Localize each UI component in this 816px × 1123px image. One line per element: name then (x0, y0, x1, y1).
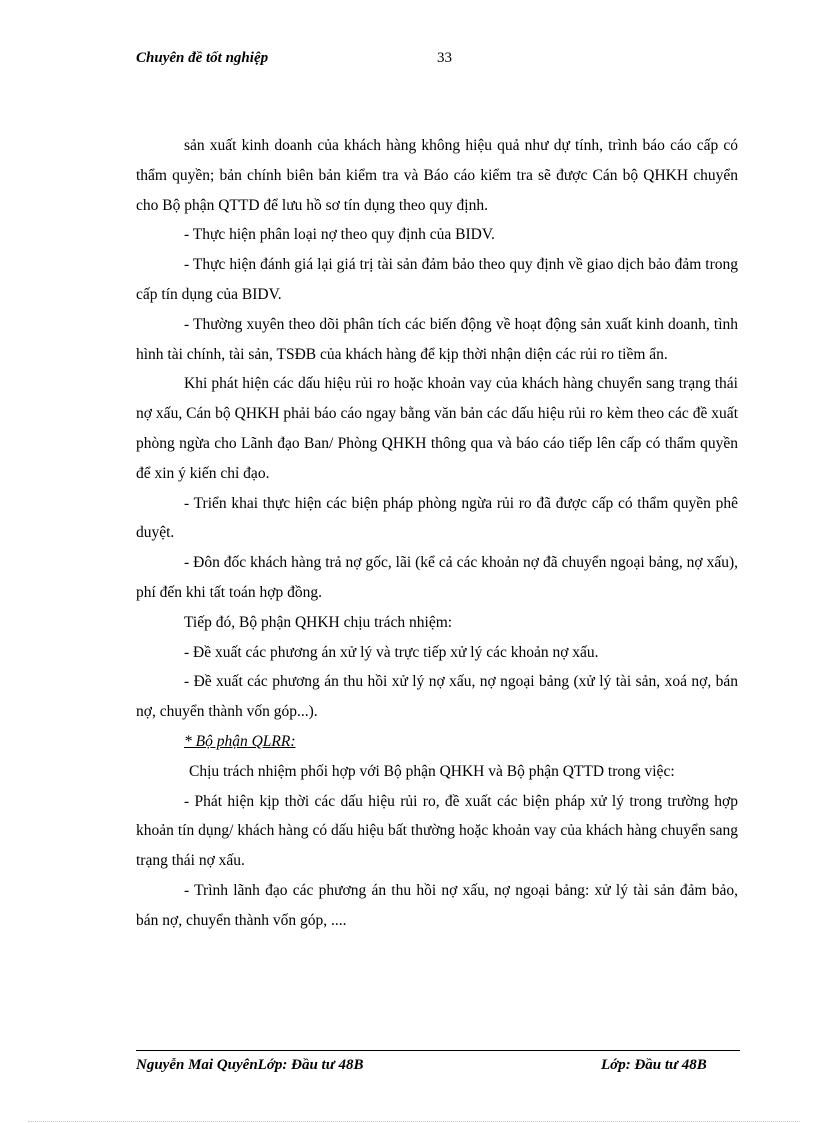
footer-class: Lớp: Đầu tư 48B (601, 1057, 707, 1073)
paragraph: - Thực hiện phân loại nợ theo quy định của BIDV. (184, 226, 495, 244)
paragraph: - Phát hiện kịp thời các dấu hiệu rủi ro, đề xuất các biện pháp xử lý trong trường hợp khoản tín dụng/ khách hàng có dấu hiệu bất thường hoặc khoản vay của khách hàng chuyển sang trạng thái nợ xấu. (136, 792, 738, 870)
paragraph: - Thường xuyên theo dõi phân tích các biến động về hoạt động sản xuất kinh doanh, tình hình tài chính, tài sản, TSĐB của khách hàng để kịp thời nhận diện các rủi ro tiềm ẩn. (136, 315, 738, 363)
page-number: 33 (437, 50, 452, 66)
paragraph: - Đề xuất các phương án thu hồi xử lý nợ xấu, nợ ngoại bảng (xử lý tài sản, xoá nợ, bán nợ, chuyển thành vốn góp...). (136, 673, 738, 721)
document-title: Chuyên đề tốt nghiệp (136, 50, 269, 66)
paragraph: - Triển khai thực hiện các biện pháp phòng ngừa rủi ro đã được cấp có thẩm quyền phê duyệt. (136, 494, 738, 542)
paragraph: Khi phát hiện các dấu hiệu rủi ro hoặc khoản vay của khách hàng chuyển sang trạng thái nợ xấu, Cán bộ QHKH phải báo cáo ngay bằng văn bản các dấu hiệu rủi ro kèm theo các đề xuất phòng ngừa cho Lãnh đạo Ban/ Phòng QHKH thông qua và báo cáo tiếp lên cấp có thẩm quyền để xin ý kiến chỉ đạo. (136, 375, 738, 482)
paragraph: - Đề xuất các phương án xử lý và trực tiếp xử lý các khoản nợ xấu. (184, 643, 599, 661)
section-heading: * Bộ phận QLRR: (184, 732, 296, 750)
page-edge-divider (28, 1121, 800, 1122)
paragraph: sản xuất kinh doanh của khách hàng không hiệu quả như dự tính, trình báo cáo cấp có thẩm quyền; bản chính biên bản kiểm tra và Báo cáo kiểm tra sẽ được Cán bộ QHKH chuyển cho Bộ phận QTTD để lưu hồ sơ tín dụng theo quy định. (136, 137, 738, 214)
paragraph: - Thực hiện đánh giá lại giá trị tài sản đảm bảo theo quy định về giao dịch bảo đảm trong cấp tín dụng của BIDV. (136, 256, 738, 303)
footer-divider (136, 1050, 740, 1051)
paragraph: - Đôn đốc khách hàng trả nợ gốc, lãi (kể cả các khoản nợ đã chuyển ngoại bảng, nợ xấu), phí đến khi tất toán hợp đồng. (136, 554, 738, 601)
footer-author: Nguyễn Mai QuyênLớp: Đầu tư 48B (136, 1057, 364, 1073)
paragraph: Tiếp đó, Bộ phận QHKH chịu trách nhiệm: (184, 613, 453, 631)
paragraph: Chịu trách nhiệm phối hợp với Bộ phận QHKH và Bộ phận QTTD trong việc: (189, 762, 675, 780)
body-text (136, 131, 738, 936)
paragraph: - Trình lãnh đạo các phương án thu hồi nợ xấu, nợ ngoại bảng: xử lý tài sản đảm bảo, bán nợ, chuyển thành vốn góp, .... (136, 881, 738, 929)
